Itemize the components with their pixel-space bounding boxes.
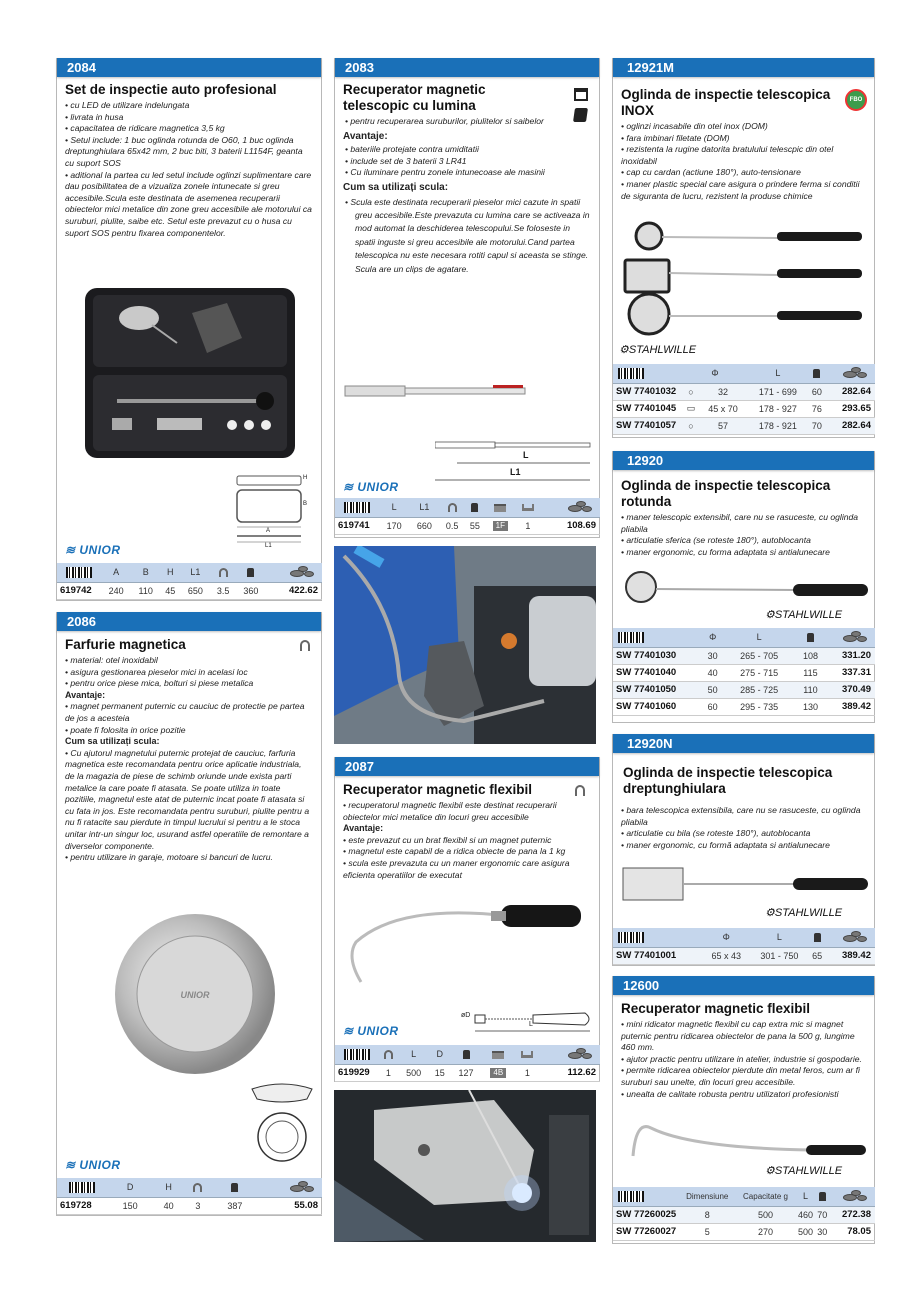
product-description: • mini ridicator magnetic flexibil cu cap extra mic si magnet puternic pentru ridicarea obiectelor de pana la 500 g, lungime 460 mm. • ajutor practic pentru utilizare in atelier, industrie si gospodarie. • permite ridicarea obiectelor pierdute din metal feros, cum ar fi suruburi sau unelte, din locuri greu accesibile. • unealta de calitate robusta pentru utilizatori profesionisti [621,1019,862,1099]
product-code: 2087 [335,757,599,776]
weight-icon [813,369,820,378]
product-photo-telescopic-pick-up [343,376,533,406]
stahlwille-logo-icon: ⚙ [765,907,775,919]
brand-logo-stahlwille: ⚙STAHLWILLE [765,609,843,621]
diagram-label-l: L [529,1021,533,1028]
table-row: 619728 150 40 3 387 55.08 [57,1197,322,1214]
price-icon [568,1048,594,1060]
product-code: 12921M [613,58,874,77]
rectangular-mirror-icon: ▭ [683,400,699,417]
spec-table: D H 619728 150 40 3 387 55.08 [57,1178,322,1215]
brand-logo-unior: ≋ UNIOR [65,543,121,557]
price-icon [843,367,869,379]
barcode-icon [344,1049,370,1060]
spec-table: Φ L SW 77401032 ○ 32 171 - 699 60 282.64 SW 77401045 ▭ 45 x 70 178 - 927 76 293.65 SW 77401057 ○ 57 178 - 921 70 282.64 [613,364,875,435]
product-title: Recuperator magnetic flexibil [621,1001,811,1016]
product-card-2084 [56,58,322,601]
product-code: 2086 [57,612,321,631]
brand-logo-stahlwille: ⚙STAHLWILLE [765,907,843,919]
table-row: SW 77401001 65 x 43 301 - 750 65 389.42 [613,947,875,964]
table-row: 619741 170 660 0.5 55 1F 1 108.69 [335,517,600,534]
stahlwille-logo-icon: ⚙ [765,609,775,621]
product-description: • pentru recuperarea suruburilor, piulitelor si saibelor Avantaje: • bateriile protejate contra umiditatii • include set de 3 baterii 3 LR41 • Cu iluminare pentru zonele intunecoase ale masinii Cum sa utilizați scula: • Scula este destinata recuperarii pieselor mici cazute in spatii greu accesibile.Este prevazuta cu lumina care se activeaza in mod automat la deschiderea telescopului.Se foloseste in spatii inguste si greu accesibile ale motorului.Cand partea telescopica nu este necesara rotiti capul si aceasta se stinge. Scula are un clips de agatare. [343,116,590,274]
weight-icon [463,1050,470,1059]
product-card-2083 [334,58,600,538]
spec-table: Φ L SW 77401030 30 265 - 705 108 331.20 SW 77401040 40 275 - 715 115 337.31 SW 77401050 50 285 - 725 110 370.49 SW 77401060 60 295 - 735 130 389.42 [613,628,875,716]
table-row: SW 77401060 60 295 - 735 130 389.42 [613,698,875,715]
barcode-icon [69,1182,95,1193]
product-photo-inspection-mirrors [619,218,869,343]
case-dimension-diagram [233,474,309,549]
diagram-label-l1: L1 [510,467,521,477]
spec-table: Dimensiune Capacitate g L SW 77260025 8 500 460 70 272.38 SW 77260027 5 270 500 30 78.05 [613,1187,875,1241]
price-icon [843,931,869,943]
spec-table: L D 619929 1 500 15 127 4B 1 112.62 [335,1045,600,1082]
diagram-label-l: L [523,450,529,460]
unior-logo-icon: ≋ [65,1158,80,1172]
barcode-icon [618,368,644,379]
magnet-icon [193,1183,202,1192]
brand-logo-unior: ≋ UNIOR [343,1024,399,1038]
product-title: Oglinda de inspectie telescopica rotunda [621,478,831,509]
unior-logo-icon: ≋ [343,480,358,494]
product-description: • material: otel inoxidabil • asigura gestionarea pieselor mici in acelasi loc • pentru orice piese mica, bolturi si piese metalica Avantaje: • magnet permanent puternic cu cauciuc de protectie pe partea de jos a acesteia • poate fi folosita in orice pozitie Cum sa utilizați scula: • Cu ajutorul magnetului puternic protejat de cauciuc, farfuria magnetica este recomandata pentru orice aplicatie industriala, de la magazia de piese de schimb oriunde unde exista parti metalice la care poate fi atasata. Se poate utiliza in toate pozitiile, magnetul este atat de puternic incat poate fi atasata si cu fata in jos. Este recomandata pentru suruburi, piulite pentru a nu fi ratacite sau pierdute in timpul lucrului si pentru a le stoca unitar intr-un singur loc, usurand astfel operatiile de remontare a diverselor componente. • pentru utilizare in garaje, motoare si bancuri de lucru. [65,655,310,863]
product-description: • oglinzi incasabile din otel inox (DOM) • fara imbinari filetate (DOM) • rezistenta la rugine datorita bratulului telescpic din otel inoxidabil • cap cu cardan (actiune 180°), auto-tensionare • maner plastic special care asigura o prindere ferma si conditii de siguranta de lucru, rezistent la produse chimice [621,121,860,201]
package-code-badge: 4B [490,1068,506,1078]
product-code: 2084 [57,58,321,77]
brand-logo-unior: ≋ UNIOR [343,480,399,494]
product-photo-round-mirror [621,569,871,605]
product-card-12600 [612,976,875,1244]
product-description: • bara telescopica extensibila, care nu se rasuceste, cu oglinda pliabila • articulatie cu bila (se roteste 180°), autoblocanta • maner ergonomic, cu formă adaptata si antialunecare [621,805,861,850]
spec-table: A B H L1 619742 240 110 45 650 3.5 360 422.62 [57,563,322,600]
magnet-icon [448,503,457,512]
price-icon [568,501,594,513]
weight-icon [247,568,254,577]
table-row: SW 77260025 8 500 460 70 272.38 [613,1206,875,1223]
magnet-feature-icon [300,640,310,651]
table-row: SW 77401030 30 265 - 705 108 331.20 [613,647,875,664]
manual-book-icon[interactable] [573,108,588,122]
product-title: Oglinda de inspectie telescopica INOX [621,87,831,118]
product-photo-flexible-pick-up [341,897,591,997]
product-card-12921M [612,58,875,438]
stahlwille-logo-icon: ⚙ [765,1165,775,1177]
diagram-label-h: H [303,475,308,481]
stahlwille-logo-icon: ⚙ [619,344,629,356]
product-code: 12920N [613,734,874,753]
fbo-badge: FBO [845,89,867,111]
table-row: SW 77401057 ○ 57 178 - 921 70 282.64 [613,417,875,434]
product-title: Recuperator magnetic flexibil [343,782,533,797]
price-icon [290,1181,316,1193]
weight-icon [471,503,478,512]
table-row: SW 77401032 ○ 32 171 - 699 60 282.64 [613,383,875,400]
usage-photo-engine-bay [334,546,596,744]
weight-icon [814,933,821,942]
weight-icon [807,633,814,642]
unior-logo-icon: ≋ [65,543,80,557]
product-photo-magnetic-dish [107,912,282,1077]
stack-icon [521,1051,533,1058]
round-mirror-icon: ○ [683,383,699,400]
stack-icon [522,504,534,511]
product-title: Oglinda de inspectie telescopica dreptunghiulara [623,765,833,796]
product-description: • maner telescopic extensibil, care nu se rasuceste, cu oglinda pliabila • articulatie sferica (se roteste 180°), autoblocanta • maner ergonomic, cu forma adaptata si antialunecare [621,512,859,557]
unior-logo-icon: ≋ [343,1024,358,1038]
table-row: 619929 1 500 15 127 4B 1 112.62 [335,1064,600,1081]
weight-icon [819,1192,826,1201]
weight-icon [231,1183,238,1192]
box-icon [494,504,506,512]
spec-table: Φ L SW 77401001 65 x 43 301 - 750 65 389.42 [613,928,875,965]
table-row: SW 77260027 5 270 500 30 78.05 [613,1223,875,1240]
brand-logo-stahlwille: ⚙STAHLWILLE [619,344,697,356]
product-photo-inspection-set [77,283,305,468]
price-icon [843,1190,869,1202]
product-photo-mini-flexible-pick-up [621,1108,871,1160]
barcode-icon [618,632,644,643]
product-card-12920 [612,451,875,723]
product-description: • recuperatorul magnetic flexibil este destinat recuperarii obiectelor mici metalice din locuri greu accesibile Avantaje: • este prevazut cu un brat flexibil si un magnet puternic • magnetul este capabil de a ridica obiecte de pana la 1 kg • scula este prevazuta cu un maner ergonomic care asigura eficienta operatiilor de executat [343,800,570,880]
barcode-icon [618,1191,644,1202]
product-card-2087 [334,757,600,1082]
diagram-label-d: øD [461,1012,471,1019]
video-icon[interactable] [574,88,588,101]
round-mirror-icon: ○ [683,417,699,434]
table-row: 619742 240 110 45 650 3.5 360 422.62 [57,582,322,599]
pick-up-dimension-diagram [435,440,595,490]
magnet-icon [219,568,228,577]
table-row: SW 77401045 ▭ 45 x 70 178 - 927 76 293.65 [613,400,875,417]
flexible-pick-up-diagram [461,1009,595,1039]
price-icon [843,631,869,643]
magnet-feature-icon [575,785,585,796]
usage-photo-led-pick-up [334,1090,596,1242]
price-icon [290,566,316,578]
brand-logo-unior: ≋ UNIOR [65,1158,121,1172]
product-title: Recuperator magnetic telescopic cu lumina [343,82,486,113]
barcode-icon [66,567,92,578]
diagram-label-b: B [303,501,308,507]
diagram-label-a: A [266,528,271,534]
product-description: • cu LED de utilizare indelungata • livrata in husa • capacitatea de ridicare magnetica 3,5 kg • Setul include: 1 buc oglinda rotunda de O60, 1 buc oglinda dreptunghiulara 65x42 mm, 2 buc biti, 3 baterii L1154F, geanta cu suport SOS • aditional la partea cu led setul include oglinzi suplimentare care dau posibilitatea de a vizualiza zonele intunecate si greu accesibile.Scula este destinata de asemenea recuperarii obiectelor mici metalice din zone greu accesibile ale motorului ca suruburi, piulite, saibe etc. Setul este prevazut cu o husa cu suport SOS pentru fixarea componentelor. [65,100,312,238]
box-icon [492,1051,504,1059]
table-row: SW 77401040 40 275 - 715 115 337.31 [613,664,875,681]
table-row: SW 77401050 50 285 - 725 110 370.49 [613,681,875,698]
product-photo-rectangular-mirror [621,864,871,904]
product-title: Farfurie magnetica [65,637,186,652]
dish-diagram [247,1077,317,1162]
barcode-icon [344,502,370,513]
brand-logo-stahlwille: ⚙STAHLWILLE [765,1165,843,1177]
package-code-badge: 1F [493,521,508,531]
product-title: Set de inspectie auto profesional [65,82,277,97]
diagram-label-l1: L1 [265,543,272,549]
barcode-icon [618,932,644,943]
product-card-12920N [612,734,875,966]
product-code: 12600 [613,976,874,995]
svg-text:UNIOR: UNIOR [180,990,210,1000]
magnet-icon [384,1050,393,1059]
spec-table: L L1 619741 170 660 0.5 55 1F 1 108.69 [335,498,600,535]
product-code: 2083 [335,58,599,77]
product-card-2086 [56,612,322,1216]
product-code: 12920 [613,451,874,470]
